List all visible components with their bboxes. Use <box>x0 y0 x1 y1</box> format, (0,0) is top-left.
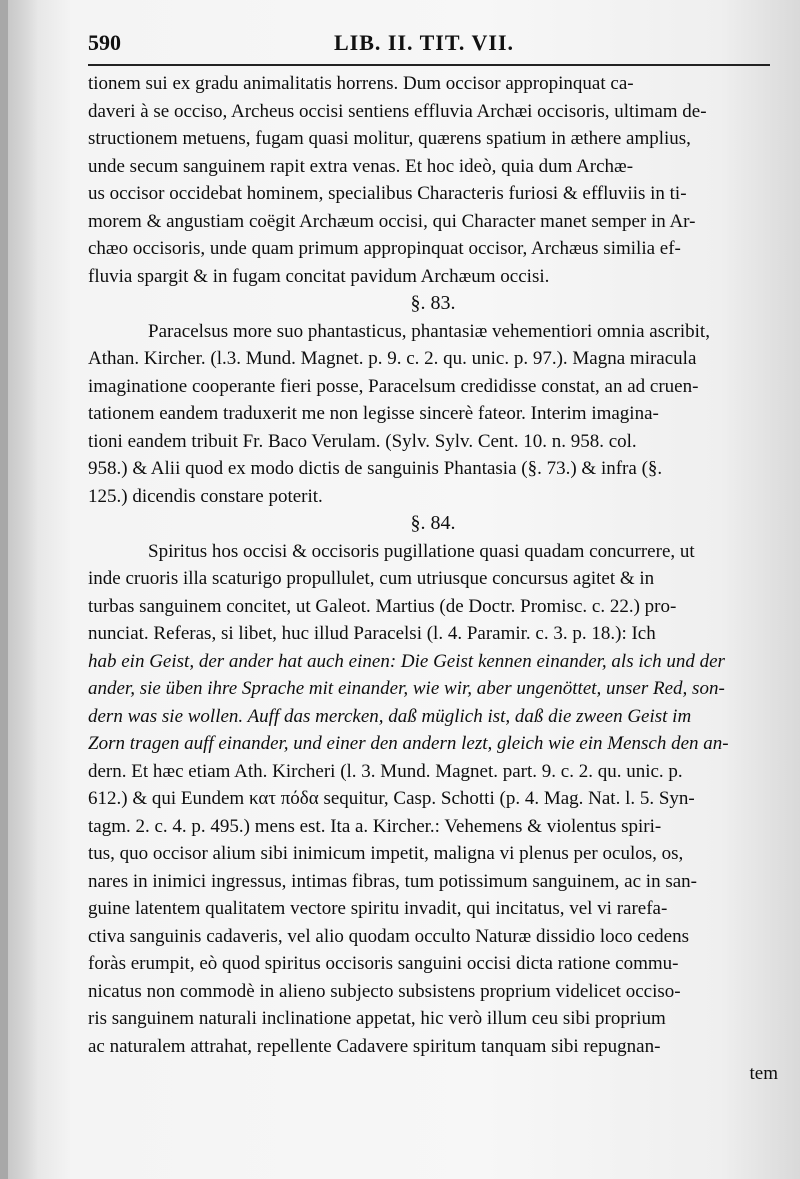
page-gutter-shadow <box>8 0 38 1179</box>
section-heading-83: §. 83. <box>410 292 456 314</box>
text-line: fluvia spargit & in fugam concitat pavidum Archæum occisi. <box>88 265 550 287</box>
text-line: 125.) dicendis constare poterit. <box>88 485 323 507</box>
text-line: Spiritus hos occisi & occisoris pugillatione quasi quadam concurrere, ut <box>148 540 695 562</box>
text-line: tem <box>749 1063 778 1084</box>
text-line: turbas sanguinem concitet, ut Galeot. Martius (de Doctr. Promisc. c. 22.) pro- <box>88 595 677 617</box>
text-line: tioni eandem tribuit Fr. Baco Verulam. (Sylv. Sylv. Cent. 10. n. 958. col. <box>88 430 637 452</box>
text-line: imaginatione cooperante fieri posse, Paracelsum credidisse constat, an ad cruen- <box>88 375 699 397</box>
text-line: structionem metuens, fugam quasi molitur, quærens spatium in æthere amplius, <box>88 128 691 149</box>
text-line-german: Zorn tragen auff einander, und einer den andern lezt, gleich wie ein Mensch den an- <box>88 733 729 754</box>
page-number: 590 <box>88 30 121 55</box>
text-line: Athan. Kircher. (l.3. Mund. Magnet. p. 9. c. 2. qu. unic. p. 97.). Magna miracula <box>88 348 697 369</box>
text-line-german: dern was sie wollen. Auff das mercken, daß müglich ist, daß die zween Geist im <box>88 705 692 727</box>
body-text <box>88 70 778 1088</box>
text-line: unde secum sanguinem rapit extra venas. Et hoc ideò, quia dum Archæ- <box>88 155 634 177</box>
text-line: ris sanguinem naturali inclinatione appetat, hic verò illum ceu sibi proprium <box>88 1008 666 1029</box>
text-line: 612.) & qui Eundem κατ πόδα sequitur, Casp. Schotti (p. 4. Mag. Nat. l. 5. Syn- <box>88 788 695 809</box>
text-line: Paracelsus more suo phantasticus, phantasiæ vehementiori omnia ascribit, <box>148 320 710 342</box>
text-line: inde cruoris illa scaturigo propullulet, cum utriusque concursus agitet & in <box>88 568 655 589</box>
text-line: ac naturalem attrahat, repellente Cadavere spiritum tanquam sibi repugnan- <box>88 1035 661 1057</box>
text-line-german: hab ein Geist, der ander hat auch einen: Die Geist kennen einander, als ich und der <box>88 650 725 672</box>
text-line: nunciat. Referas, si libet, huc illud Paracelsi (l. 4. Paramir. c. 3. p. 18.): Ich <box>88 623 656 644</box>
text-line: ctiva sanguinis cadaveris, vel alio quodam occulto Naturæ dissidio loco cedens <box>88 925 689 947</box>
text-line: tionem sui ex gradu animalitatis horrens. Dum occisor appropinquat ca- <box>88 73 634 94</box>
text-line: tus, quo occisor alium sibi inimicum impetit, maligna vi plenus per oculos, os, <box>88 843 684 864</box>
text-line: chæo occisoris, unde quam primum appropinquat occisor, Archæus similia ef- <box>88 238 681 259</box>
text-line: 958.) & Alii quod ex modo dictis de sanguinis Phantasia (§. 73.) & infra (§. <box>88 458 663 479</box>
text-line: tationem eandem traduxerit me non legisse sincerè fateor. Interim imagina- <box>88 403 659 424</box>
text-line: nicatus non commodè in alieno subjecto subsistens proprium videlicet occiso- <box>88 980 681 1002</box>
text-line: daveri à se occiso, Archeus occisi sentiens effluvia Archæi occisoris, ultimam de- <box>88 100 707 122</box>
paragraph-83 <box>88 318 778 511</box>
text-line: morem & angustiam coëgit Archæum occisi, qui Character manet semper in Ar- <box>88 210 696 232</box>
paragraph-1 <box>88 70 778 290</box>
text-line-german: ander, sie üben ihre Sprache mit einander, wie wir, aber ungenöttet, unser Red, son- <box>88 678 725 699</box>
text-line: foràs erumpit, eò quod spiritus occisoris sanguini occisi dicta ratione commu- <box>88 953 679 974</box>
text-line: tagm. 2. c. 4. p. 495.) mens est. Ita a. Kircher.: Vehemens & violentus spiri- <box>88 815 662 837</box>
section-heading-84: §. 84. <box>410 512 456 534</box>
header-rule <box>88 64 770 66</box>
text-line: dern. Et hæc etiam Ath. Kircheri (l. 3. Mund. Magnet. part. 9. c. 2. qu. unic. p. <box>88 760 683 782</box>
running-title: LIB. II. TIT. VII. <box>333 30 515 55</box>
text-line: guine latentem qualitatem vectore spiritu invadit, qui incitatus, vel vi rarefa- <box>88 898 668 919</box>
book-page <box>8 0 800 1179</box>
text-line: us occisor occidebat hominem, specialibus Characteris furiosi & effluviis in ti- <box>88 183 687 204</box>
text-line: nares in inimici ingressus, intimas fibras, tum potissimum sanguinem, ac in san- <box>88 870 697 892</box>
running-header <box>88 30 760 64</box>
paragraph-84 <box>88 538 778 1088</box>
